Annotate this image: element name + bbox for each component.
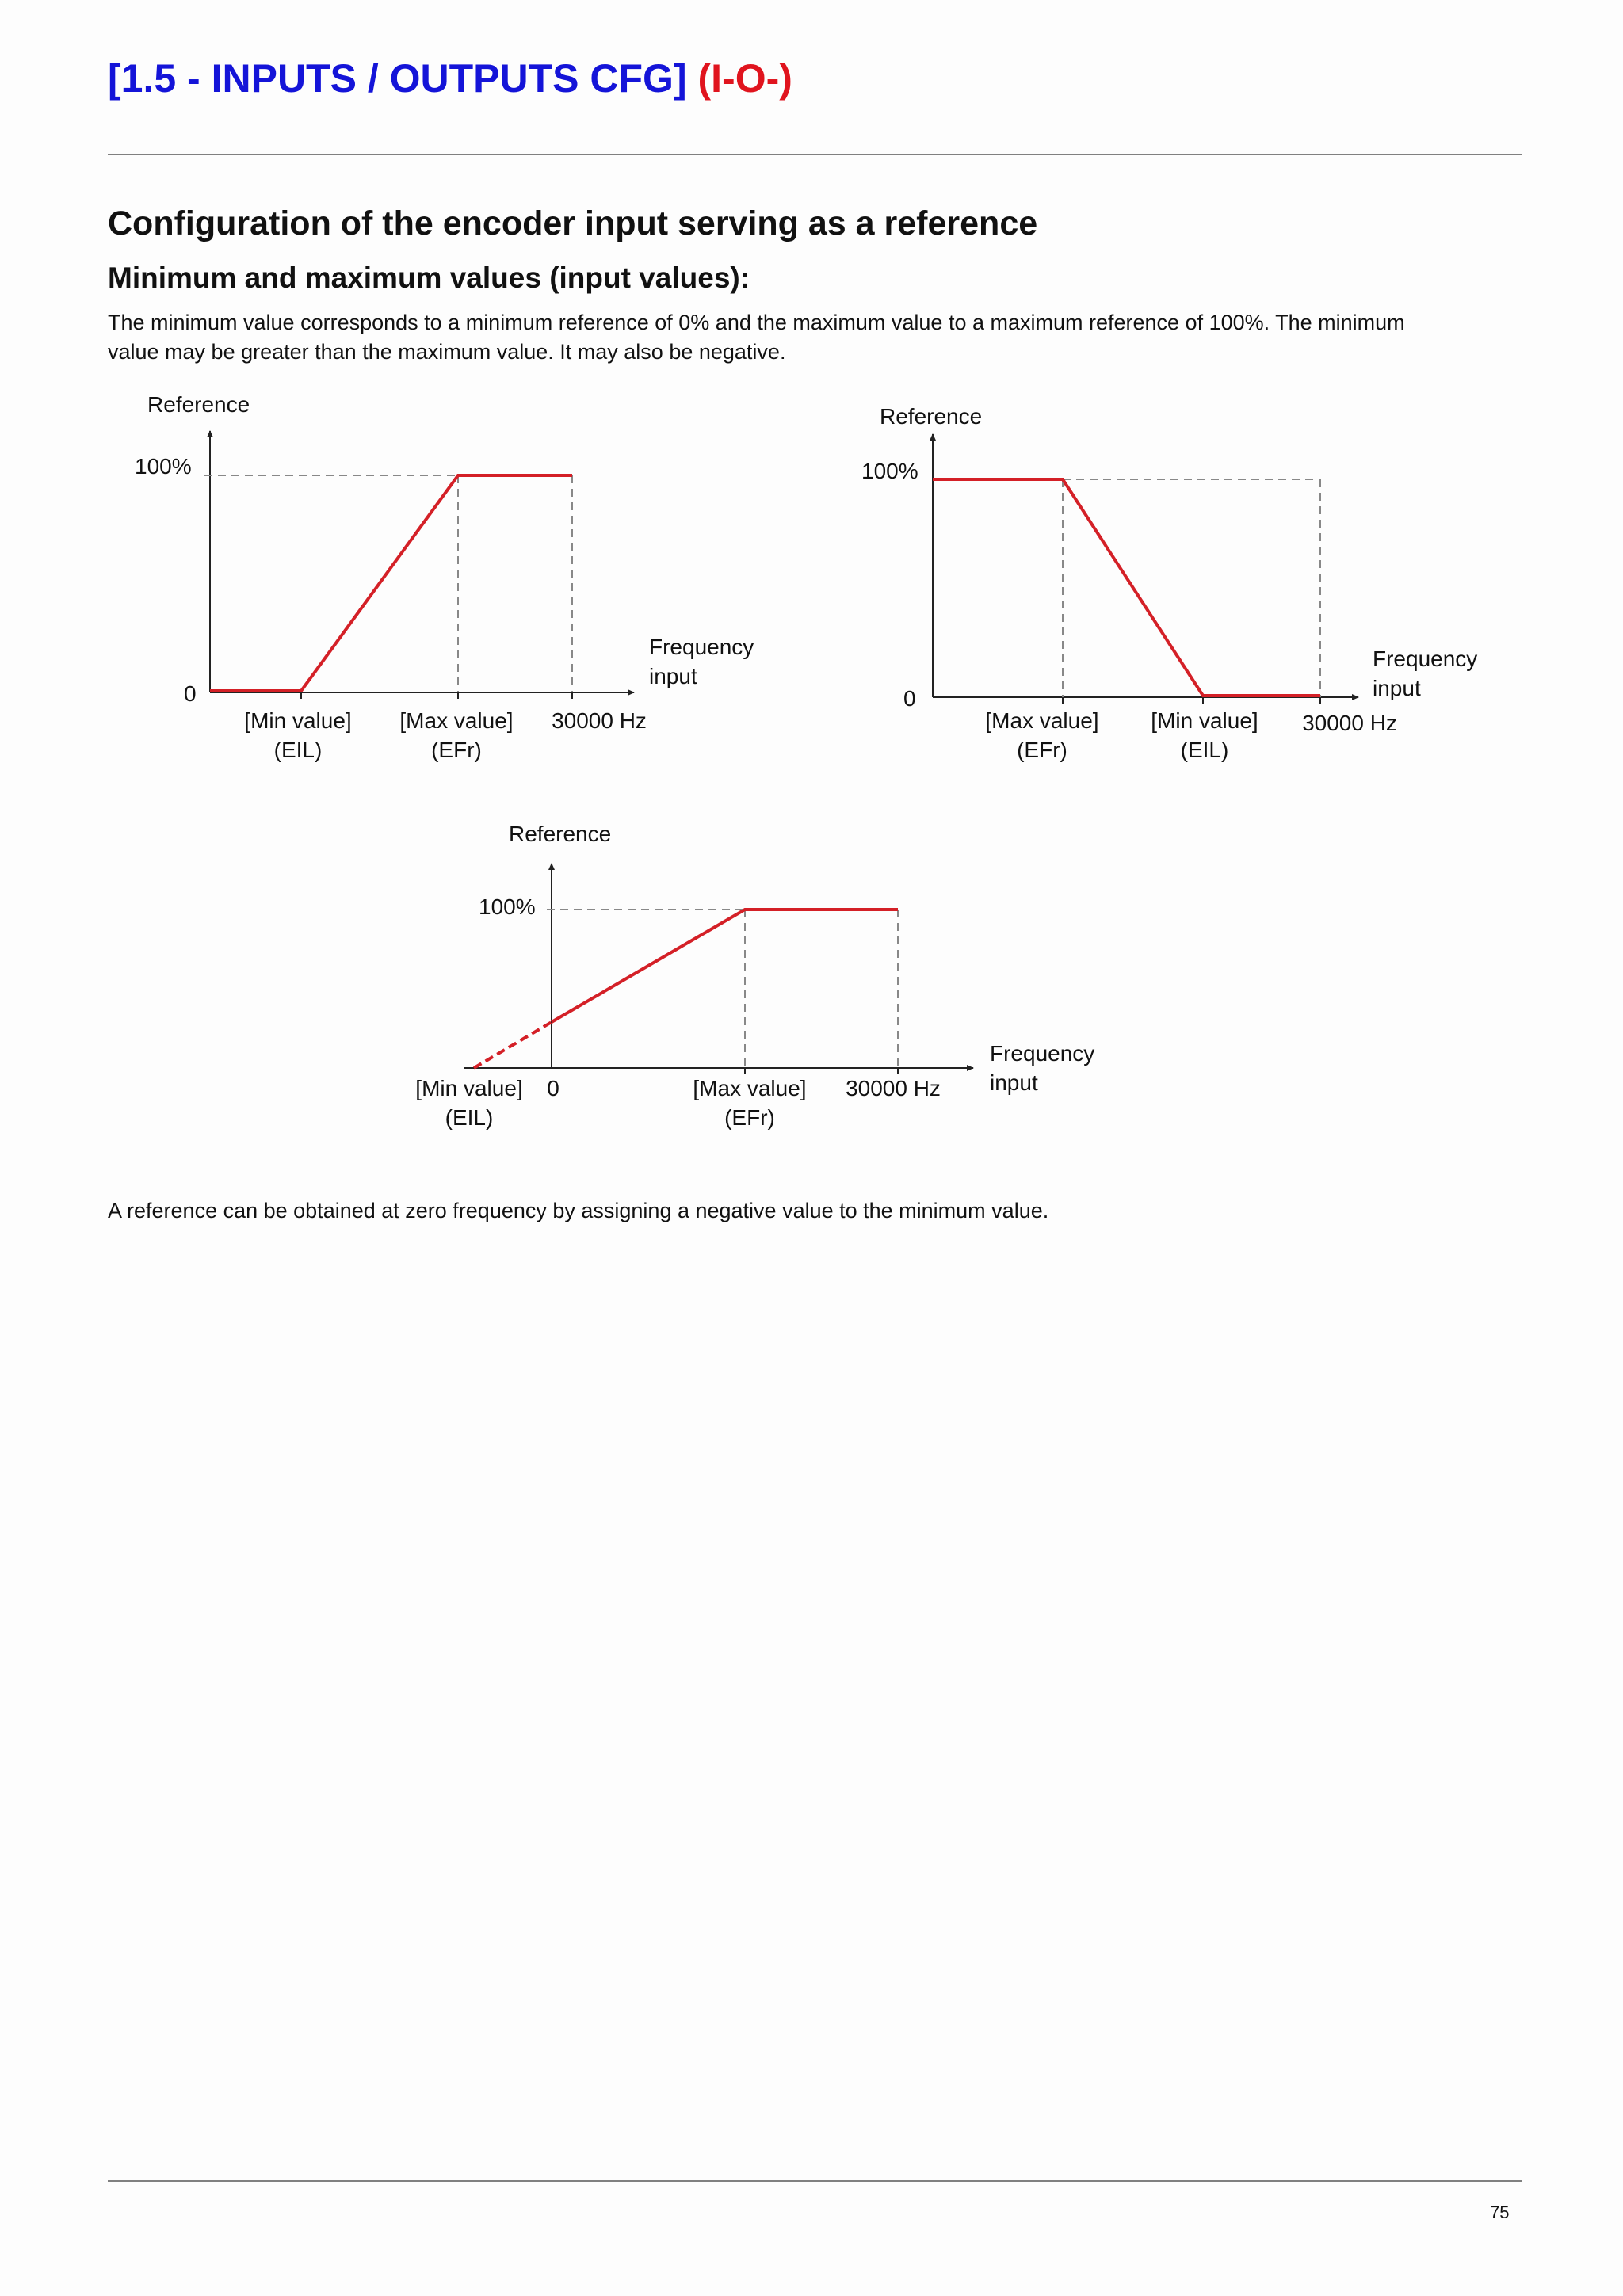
diagram-1-y-label: Reference xyxy=(147,392,250,417)
diagram-2-tick2-line2: (EIL) xyxy=(1180,738,1229,762)
diagram-2-tick1-line2: (EFr) xyxy=(1017,738,1067,762)
diagram-3-reference-curve xyxy=(552,910,898,1022)
diagram-3-tick-min-line2: (EIL) xyxy=(445,1105,494,1130)
diagram-3-y-label: Reference xyxy=(509,822,612,846)
diagram-2 xyxy=(861,404,1477,762)
diagram-1-tick1-line1: [Min value] xyxy=(244,708,352,733)
diagram-2-y-zero-label: 0 xyxy=(903,686,916,711)
diagram-2-tick3: 30000 Hz xyxy=(1302,711,1397,735)
diagram-2-x-label-line1: Frequency xyxy=(1373,646,1478,671)
diagram-3-tick-hz: 30000 Hz xyxy=(846,1076,941,1100)
intro-line-1: The minimum value corresponds to a minimum reference of 0% and the maximum value to a maximum reference of 100%. The minimum xyxy=(108,311,1405,334)
diagram-3-tick-max-line2: (EFr) xyxy=(724,1105,775,1130)
diagram-1-tick1-line2: (EIL) xyxy=(273,738,323,762)
diagram-3-negative-extension xyxy=(474,1022,552,1068)
diagram-2-tick2-line1: [Min value] xyxy=(1151,708,1258,733)
diagram-1-y-zero-label: 0 xyxy=(184,681,197,706)
diagram-1-y-top-label: 100% xyxy=(135,454,192,479)
diagram-3-x-label-line2: input xyxy=(990,1070,1038,1095)
diagram-1-tick3: 30000 Hz xyxy=(552,708,647,733)
page-number: 75 xyxy=(1490,2203,1510,2222)
diagram-1-x-label-line1: Frequency xyxy=(649,635,754,659)
diagram-2-x-label-line2: input xyxy=(1373,676,1421,700)
diagram-3-tick-min-line1: [Min value] xyxy=(415,1076,523,1100)
footer-divider xyxy=(108,2180,1522,2182)
diagram-1-tick2-line1: [Max value] xyxy=(399,708,514,733)
diagram-3 xyxy=(415,822,1094,1130)
diagram-3-tick-zero: 0 xyxy=(547,1076,559,1100)
diagram-2-y-top-label: 100% xyxy=(861,459,918,483)
diagram-1-x-label-line2: input xyxy=(649,664,697,688)
section-heading: Configuration of the encoder input serving as a reference xyxy=(108,204,1038,242)
diagram-3-tick-max-line1: [Max value] xyxy=(693,1076,807,1100)
diagram-2-reference-curve xyxy=(933,479,1320,696)
diagram-1-reference-curve xyxy=(210,475,572,691)
diagram-3-y-top-label: 100% xyxy=(479,894,536,919)
intro-line-2: value may be greater than the maximum value. It may also be negative. xyxy=(108,340,786,364)
diagram-1-tick2-line2: (EFr) xyxy=(431,738,482,762)
diagram-3-x-label-line1: Frequency xyxy=(990,1041,1095,1066)
diagram-1 xyxy=(135,392,754,762)
page-title-code: (I-O-) xyxy=(697,56,792,101)
sub-heading: Minimum and maximum values (input values): xyxy=(108,261,750,294)
diagram-2-y-label: Reference xyxy=(880,404,983,429)
page-title-main: [1.5 - INPUTS / OUTPUTS CFG] xyxy=(108,56,687,101)
diagram-2-tick1-line1: [Max value] xyxy=(985,708,1099,733)
footer-note: A reference can be obtained at zero frequency by assigning a negative value to the minimum value. xyxy=(108,1199,1049,1222)
